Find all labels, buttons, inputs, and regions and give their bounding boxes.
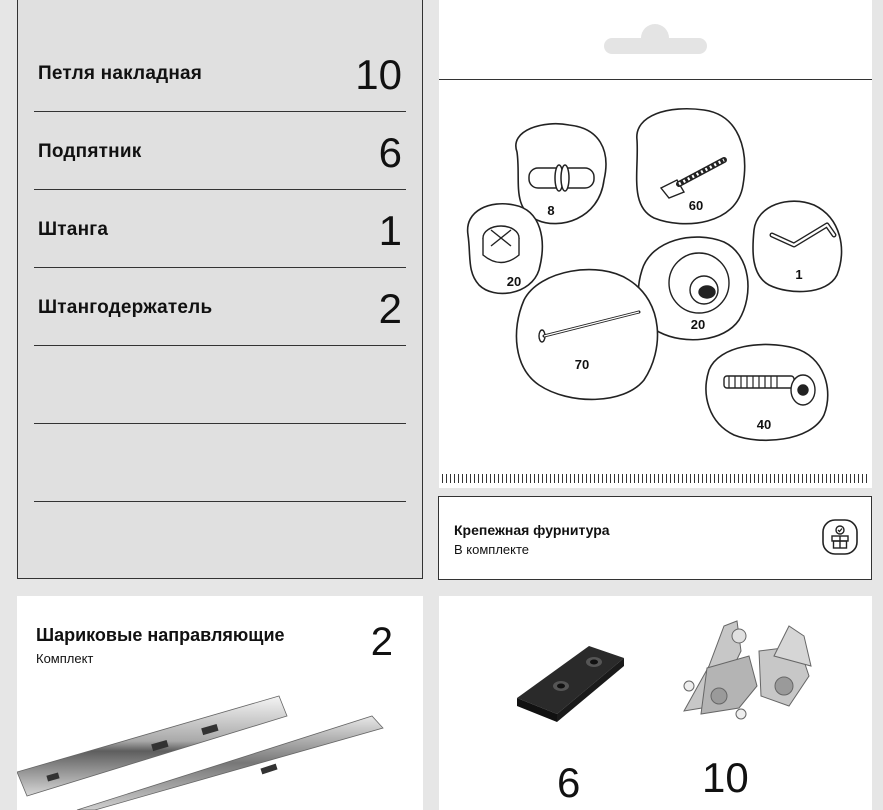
part-name: Штангодержатель xyxy=(38,297,213,318)
fittings-title: Крепежная фурнитура xyxy=(454,522,610,538)
dowel-icon xyxy=(529,165,594,191)
parts-row xyxy=(34,268,406,346)
part-quantity: 6 xyxy=(378,129,402,176)
parts-row xyxy=(34,112,406,190)
part-quantity: 10 xyxy=(355,51,402,98)
fittings-label-panel xyxy=(438,496,872,580)
hinges-panel xyxy=(439,596,872,810)
cam-lock-icon xyxy=(483,226,519,263)
part-name: Подпятник xyxy=(38,141,142,162)
parts-row xyxy=(34,34,406,112)
cam-bolt-count: 20 xyxy=(690,317,706,332)
nail-count: 70 xyxy=(574,357,590,372)
hex-key-count: 1 xyxy=(795,267,803,282)
part-name: Штанга xyxy=(38,219,109,240)
ball-slides-panel xyxy=(17,596,423,810)
nail-bubble xyxy=(516,270,657,400)
confirmat-count: 40 xyxy=(756,417,772,432)
parts-row xyxy=(34,190,406,268)
slides-quantity: 2 xyxy=(370,620,393,664)
dowel-count: 8 xyxy=(547,203,555,218)
part-quantity: 1 xyxy=(378,207,402,254)
part-name: Петля накладная xyxy=(38,63,203,84)
bag-zip-seal xyxy=(442,474,869,483)
hinges-and-pads-image xyxy=(439,596,872,810)
bag-hang-tab xyxy=(604,38,707,54)
hardware-bag-panel xyxy=(439,0,872,488)
slide-rail-upper xyxy=(17,696,287,796)
cam-bolt-icon xyxy=(669,253,729,313)
slides-subtitle: Комплект xyxy=(36,651,94,666)
parts-row-empty xyxy=(34,424,406,502)
hinge-quantity: 10 xyxy=(702,754,749,801)
fittings-subtitle: В комплекте xyxy=(454,542,530,557)
row-divider xyxy=(34,501,406,502)
overlay-hinge-image xyxy=(684,621,811,719)
hardware-illustration xyxy=(439,80,872,470)
pad-quantity: 6 xyxy=(557,759,581,806)
screw-count: 60 xyxy=(688,198,704,213)
package-check-icon xyxy=(822,519,858,555)
parts-list-panel xyxy=(17,0,423,579)
slides-title: Шариковые направляющие xyxy=(36,625,285,645)
parts-row-empty xyxy=(34,346,406,424)
furniture-pad-image xyxy=(517,646,624,722)
cam-lock-count: 20 xyxy=(506,274,522,289)
part-quantity: 2 xyxy=(378,285,402,332)
